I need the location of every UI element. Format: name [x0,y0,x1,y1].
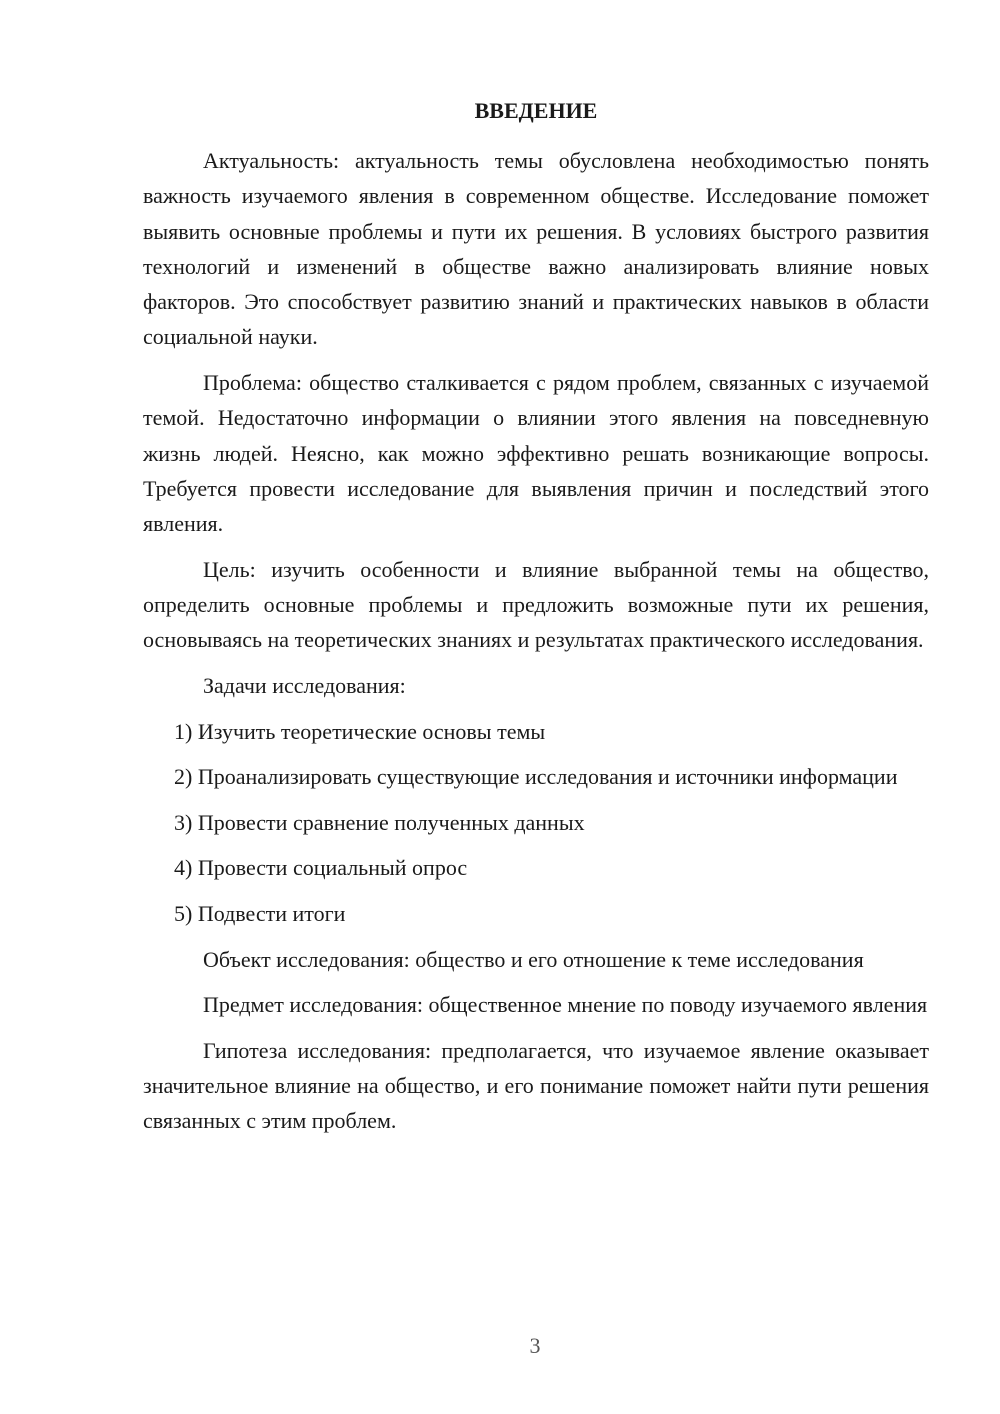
page-number: 3 [529,1333,541,1358]
task-item: 5) Подвести итоги [174,901,346,927]
problem-paragraph: Проблема: общество сталкивается с рядом проблем, связанных с изучаемой темой. Недостаточно информации о влиянии этого явления на повседневную жизнь людей. Неясно, как можно эффективно решать возникающие вопросы. Требуется провести исследование для выявления причин и последствий этого явления. [143,370,929,537]
object-paragraph: Объект исследования: общество и его отношение к теме исследования [203,946,864,972]
task-item: 1) Изучить теоретические основы темы [174,718,546,744]
goal-paragraph: Цель: изучить особенности и влияние выбранной темы на общество, определить основные проблемы и предложить возможные пути их решения, основываясь на теоретических знаниях и результатах практического исследования. [143,556,929,653]
task-item: 2) Проанализировать существующие исследования и источники информации [174,764,898,790]
hypothesis-paragraph: Гипотеза исследования: предполагается, что изучаемое явление оказывает значительное влияние на общество, и его понимание поможет найти пути решения связанных с этим проблем. [143,1037,929,1134]
relevance-paragraph: Актуальность: актуальность темы обусловлена необходимостью понять важность изучаемого явления в современном обществе. Исследование поможет выявить основные проблемы и пути их решения. В условиях быстрого развития технологий и изменений в обществе важно анализировать влияние новых факторов. Это способствует развитию знаний и практических навыков в области социальной науки. [143,148,929,350]
page-title: ВВЕДЕНИЕ [474,98,598,123]
subject-paragraph: Предмет исследования: общественное мнение по поводу изучаемого явления [203,992,928,1018]
document-body [143,143,929,1149]
task-item: 4) Провести социальный опрос [174,855,468,881]
tasks-heading: Задачи исследования: [203,673,406,699]
task-item: 3) Провести сравнение полученных данных [174,809,585,835]
